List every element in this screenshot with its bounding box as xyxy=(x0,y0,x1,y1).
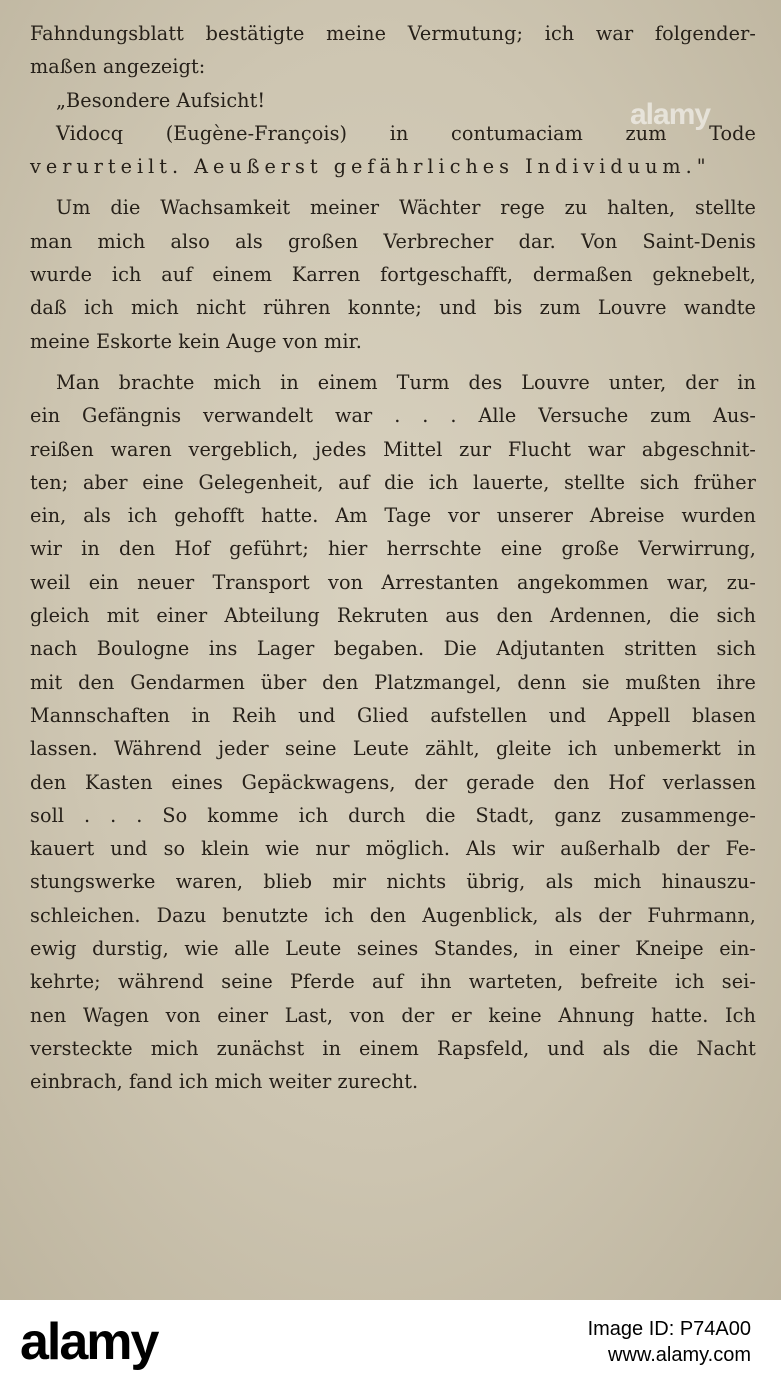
alamy-logo: alamy xyxy=(20,1313,158,1371)
text-line: den Kasten eines Gepäckwagens, der gerade den Hof verlassen xyxy=(30,770,756,794)
text-line: soll . . . So komme ich durch die Stadt, ganz zusammenge- xyxy=(30,803,756,827)
text-line: weil ein neuer Transport von Arrestanten angekommen war, zu- xyxy=(30,570,756,594)
text-line: stungswerke waren, blieb mir nichts übrig, als mich hinauszu- xyxy=(30,870,756,894)
text-line: lassen. Während jeder seine Leute zählt, gleite ich unbemerkt in xyxy=(30,737,756,761)
text-line: daß ich mich nicht rühren konnte; und bis zum Louvre wandte xyxy=(30,296,756,320)
text-line: wir in den Hof geführt; hier herrschte eine große Verwirrung, xyxy=(30,537,756,561)
text-line: Mannschaften in Reih und Glied aufstellen und Appell blasen xyxy=(30,703,756,727)
text-line: Um die Wachsamkeit meiner Wächter rege zu halten, stellte xyxy=(56,196,756,220)
text-line: verurteilt. Aeußerst gefährliches Individuum." xyxy=(30,155,711,179)
text-line: kauert und so klein wie nur möglich. Als wir außerhalb der Fe- xyxy=(30,837,756,861)
text-line: Vidocq (Eugène-François) in contumaciam zum Tode xyxy=(56,121,756,145)
text-line: maßen angezeigt: xyxy=(30,55,206,79)
text-line: nen Wagen von einer Last, von der er keine Ahnung hatte. Ich xyxy=(30,1003,756,1027)
text-line: nach Boulogne ins Lager begaben. Die Adjutanten stritten sich xyxy=(30,637,756,661)
text-line: Fahndungsblatt bestätigte meine Vermutung; ich war folgender- xyxy=(30,22,756,45)
text-line: meine Eskorte kein Auge von mir. xyxy=(30,329,362,353)
image-id-block xyxy=(588,1316,751,1368)
text-line: einbrach, fand ich mich weiter zurecht. xyxy=(30,1070,419,1094)
page-text xyxy=(30,17,756,1099)
text-line: versteckte mich zunächst in einem Rapsfeld, und als die Nacht xyxy=(30,1036,756,1060)
watermark: alamy xyxy=(630,98,711,131)
site-url-text: www.alamy.com xyxy=(608,1344,751,1366)
stock-footer xyxy=(0,1300,781,1390)
text-line: kehrte; während seine Pferde auf ihn warteten, befreite ich sei- xyxy=(30,970,756,994)
text-line: ewig durstig, wie alle Leute seines Standes, in einer Kneipe ein- xyxy=(30,937,756,961)
text-line: man mich also als großen Verbrecher dar. Von Saint-Denis xyxy=(30,229,756,253)
text-line: schleichen. Dazu benutzte ich den Augenblick, als der Fuhrmann, xyxy=(30,903,756,927)
text-line: „Besondere Aufsicht! xyxy=(56,88,266,112)
text-line: mit den Gendarmen über den Platzmangel, denn sie mußten ihre xyxy=(30,670,756,694)
text-line: ein Gefängnis verwandelt war . . . Alle Versuche zum Aus- xyxy=(30,404,756,428)
text-line: ein, als ich gehofft hatte. Am Tage vor unserer Abreise wurden xyxy=(30,504,756,528)
text-line: gleich mit einer Abteilung Rekruten aus den Ardennen, die sich xyxy=(30,604,756,628)
text-line: reißen waren vergeblich, jedes Mittel zur Flucht war abgeschnit- xyxy=(30,437,756,461)
text-line: wurde ich auf einem Karren fortgeschafft, dermaßen geknebelt, xyxy=(30,263,756,287)
image-id-text: Image ID: P74A00 xyxy=(587,1318,751,1340)
text-line: ten; aber eine Gelegenheit, auf die ich lauerte, stellte sich früher xyxy=(30,470,756,494)
text-line: Man brachte mich in einem Turm des Louvre unter, der in xyxy=(56,370,756,394)
